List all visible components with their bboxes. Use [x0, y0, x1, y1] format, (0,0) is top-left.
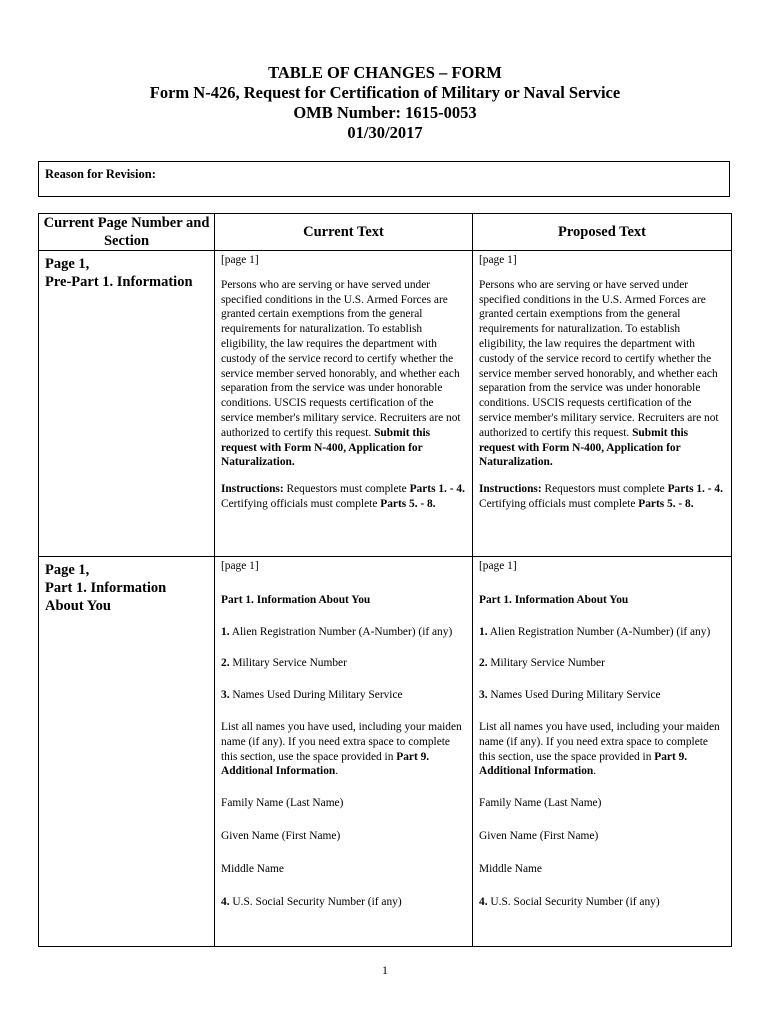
intro-text: Persons who are serving or have served under specified conditions in the U.S. Armed Forces are granted certain exemptions from the general requirements for naturalization. To establish eligibility, the law requires the department with custody of the service record to certify whether the service member served honorably, and whether each separation from the service was under honorable conditions. USCIS requests certification of the service member's military service. Recruiters are not authorized to certify this request. — [479, 278, 719, 439]
instruction-text: List all names you have used, including your maiden name (if any). If you need extra space to complete this section, use the space provided in — [479, 720, 720, 763]
row-section-cell — [39, 557, 215, 947]
instruction-bold: Part 9. Additional Information — [221, 750, 430, 778]
header-date: 01/30/2017 — [347, 123, 423, 142]
reason-label: Reason for Revision: — [45, 167, 156, 181]
instruction-text: . — [335, 765, 339, 778]
intro-text: Persons who are serving or have served under specified conditions in the U.S. Armed Forces are granted certain exemptions from the general requirements for naturalization. To establish eligibility, the law requires the department with custody of the service record to certify whether the service member served honorably, and whether each separation from the service was under honorable conditions. USCIS requests certification of the service member's military service. Recruiters are not authorized to certify this request. — [221, 278, 461, 439]
field-item — [221, 895, 466, 910]
page-number: 1 — [382, 963, 388, 977]
field-item — [479, 688, 725, 703]
field-label: Family Name (Last Name) — [479, 797, 602, 810]
page-tag: [page 1] — [221, 560, 259, 572]
col-header-current: Current Text — [215, 214, 473, 251]
field-item — [479, 656, 725, 671]
field-label: Middle Name — [221, 862, 284, 875]
page-tag: [page 1] — [221, 254, 259, 266]
field-item — [221, 656, 466, 671]
item-text: Military Service Number — [229, 657, 347, 670]
section-line: About You — [45, 598, 111, 614]
proposed-text-cell — [473, 251, 732, 557]
changes-table — [38, 213, 732, 947]
current-text-cell — [215, 557, 473, 947]
col-header-section: Current Page Number and Section — [39, 214, 215, 251]
header-omb-number: OMB Number: 1615-0053 — [293, 103, 477, 122]
item-number: 3. — [479, 689, 488, 702]
proposed-text-cell — [473, 557, 732, 947]
table-row — [39, 557, 732, 947]
intro-bold-text: Submit this request with Form N-400, Application for Naturalization. — [221, 426, 431, 469]
instructions-text: Certifying officials must complete — [479, 497, 639, 510]
instructions-parts: Parts 5. - 8. — [638, 497, 694, 510]
item-number: 1. — [221, 625, 230, 638]
current-text-cell — [215, 251, 473, 557]
reason-for-revision-box — [38, 161, 730, 197]
instructions-text: Requestors must complete — [541, 483, 668, 496]
field-label: Middle Name — [479, 862, 542, 875]
field-item — [479, 625, 725, 640]
part-title: Part 1. Information About You — [221, 593, 371, 606]
document-header — [0, 63, 770, 143]
names-instruction — [479, 720, 725, 779]
instructions-paragraph — [221, 482, 466, 512]
section-line: Part 1. Information — [45, 580, 167, 596]
item-text: Military Service Number — [487, 657, 605, 670]
instructions-paragraph — [479, 482, 725, 512]
instruction-text: . — [593, 765, 597, 778]
field-item — [221, 625, 466, 640]
section-line: Pre-Part 1. Information — [45, 274, 193, 290]
instructions-label: Instructions: — [479, 483, 542, 496]
item-number: 2. — [221, 657, 230, 670]
table-row — [39, 251, 732, 557]
instructions-parts: Parts 1. - 4. — [667, 483, 723, 496]
item-number: 1. — [479, 625, 488, 638]
instruction-bold: Part 9. Additional Information — [479, 750, 688, 778]
field-item — [221, 688, 466, 703]
page-tag: [page 1] — [479, 254, 517, 266]
table-header-row — [39, 214, 732, 251]
section-line: Page 1, — [45, 562, 90, 578]
field-item — [479, 895, 725, 910]
item-text: Names Used During Military Service — [487, 689, 661, 702]
instructions-label: Instructions: — [221, 483, 284, 496]
names-instruction — [221, 720, 466, 779]
item-number: 4. — [221, 895, 230, 908]
item-text: U.S. Social Security Number (if any) — [487, 895, 660, 908]
instructions-parts: Parts 1. - 4. — [409, 483, 465, 496]
item-text: Alien Registration Number (A-Number) (if any) — [487, 625, 711, 638]
section-line: Page 1, — [45, 256, 90, 272]
intro-bold-text: Submit this request with Form N-400, Application for Naturalization. — [479, 426, 689, 469]
item-text: Names Used During Military Service — [229, 689, 403, 702]
item-number: 2. — [479, 657, 488, 670]
item-number: 3. — [221, 689, 230, 702]
part-title: Part 1. Information About You — [479, 593, 629, 606]
item-number: 4. — [479, 895, 488, 908]
instruction-text: List all names you have used, including your maiden name (if any). If you need extra space to complete this section, use the space provided in — [221, 720, 462, 763]
item-text: U.S. Social Security Number (if any) — [229, 895, 402, 908]
header-form-name: Form N-426, Request for Certification of Military or Naval Service — [149, 83, 621, 102]
field-label: Given Name (First Name) — [221, 829, 341, 842]
page-tag: [page 1] — [479, 560, 517, 572]
field-label: Family Name (Last Name) — [221, 797, 344, 810]
item-text: Alien Registration Number (A-Number) (if any) — [229, 625, 453, 638]
intro-paragraph — [479, 278, 725, 470]
intro-paragraph — [221, 278, 466, 470]
header-title: TABLE OF CHANGES – FORM — [268, 63, 502, 82]
instructions-text: Certifying officials must complete — [221, 497, 381, 510]
field-label: Given Name (First Name) — [479, 829, 599, 842]
col-header-proposed: Proposed Text — [473, 214, 732, 251]
instructions-parts: Parts 5. - 8. — [380, 497, 436, 510]
row-section-cell — [39, 251, 215, 557]
instructions-text: Requestors must complete — [283, 483, 410, 496]
